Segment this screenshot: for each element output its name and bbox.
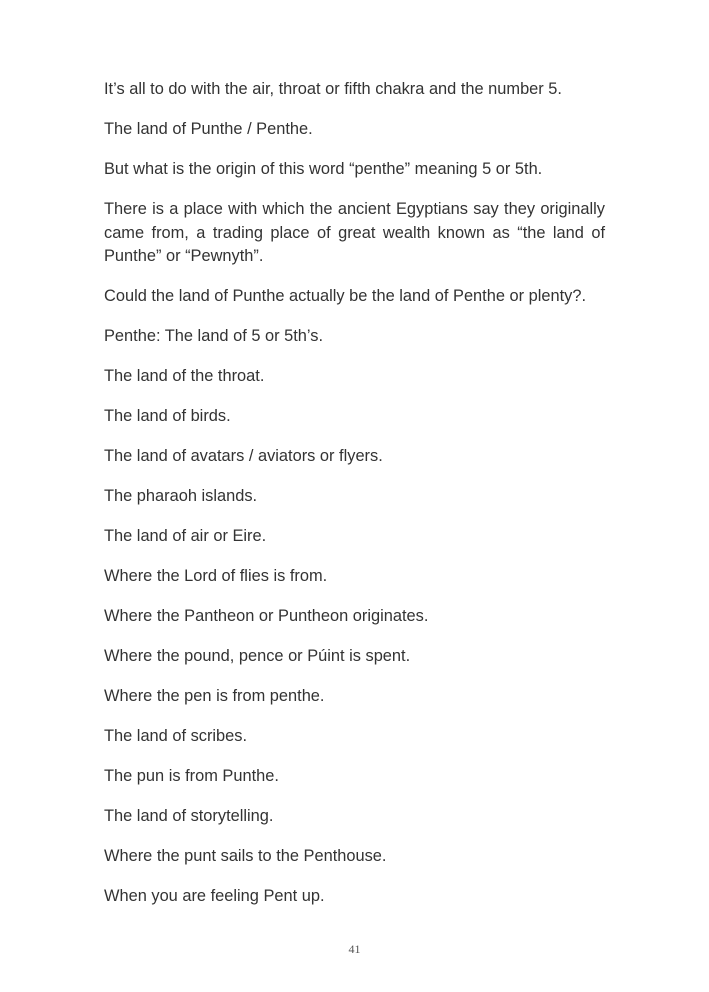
paragraph: Where the Pantheon or Puntheon originates. <box>104 607 429 625</box>
paragraph: When you are feeling Pent up. <box>104 887 325 905</box>
paragraph: The land of Punthe / Penthe. <box>104 120 313 138</box>
paragraph: The land of avatars / aviators or flyers. <box>104 447 383 465</box>
paragraph: Where the pound, pence or Púint is spent. <box>104 647 411 665</box>
paragraph: The land of scribes. <box>104 727 248 745</box>
page-number: 41 <box>348 942 361 956</box>
paragraph: Could the land of Punthe actually be the land of Penthe or plenty?. <box>104 287 587 305</box>
paragraph: The land of birds. <box>104 407 231 425</box>
paragraph: Where the Lord of flies is from. <box>104 567 328 585</box>
paragraph: Where the punt sails to the Penthouse. <box>104 847 387 865</box>
body-text <box>104 78 605 925</box>
paragraph: There is a place with which the ancient Egyptians say they originally came from, a trading place of great wealth known as “the land of Punthe” or “Pewnyth”. <box>104 200 605 265</box>
paragraph: But what is the origin of this word “penthe” meaning 5 or 5th. <box>104 160 543 178</box>
paragraph: The land of storytelling. <box>104 807 274 825</box>
paragraph: It’s all to do with the air, throat or fifth chakra and the number 5. <box>104 80 562 98</box>
paragraph: The pun is from Punthe. <box>104 767 279 785</box>
paragraph: The pharaoh islands. <box>104 487 258 505</box>
paragraph: Penthe: The land of 5 or 5th’s. <box>104 327 324 345</box>
paragraph: The land of air or Eire. <box>104 527 267 545</box>
paragraph: Where the pen is from penthe. <box>104 687 325 705</box>
paragraph: The land of the throat. <box>104 367 265 385</box>
